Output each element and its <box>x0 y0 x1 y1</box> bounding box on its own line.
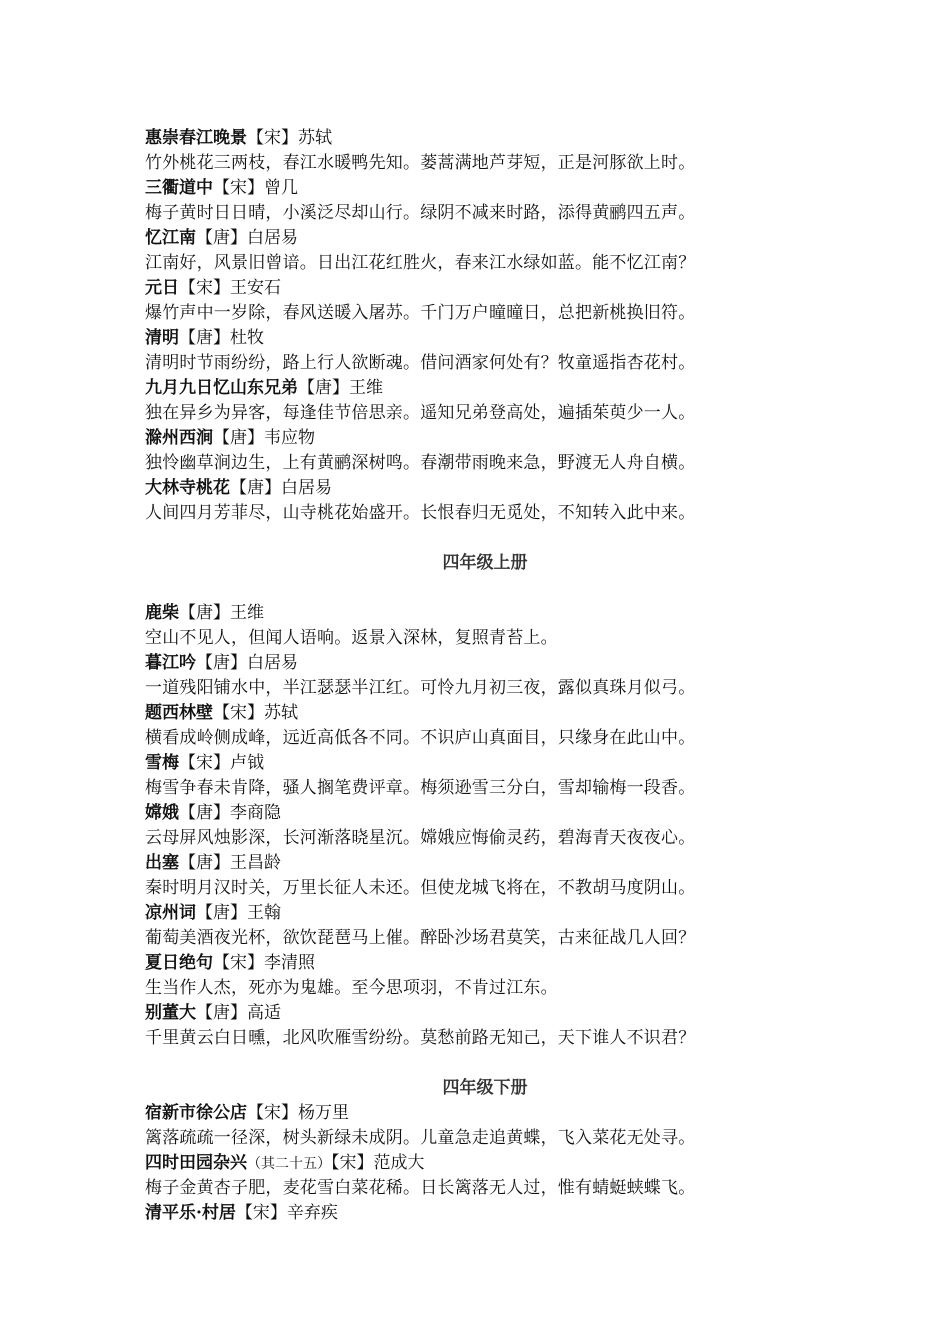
poem-text: 生当作人杰，死亦为鬼雄。至今思项羽，不肯过江东。 <box>145 978 558 998</box>
poem-entry <box>145 476 825 526</box>
poem-entry <box>145 276 825 326</box>
poem-author: 【宋】李清照 <box>213 953 315 973</box>
poem-title: 忆江南 <box>145 228 196 248</box>
poem-entry <box>145 1101 825 1151</box>
poem-text: 独怜幽草涧边生，上有黄鹂深树鸣。春潮带雨晚来急，野渡无人舟自横。 <box>145 453 696 473</box>
poem-entry <box>145 851 825 901</box>
poem-entry <box>145 1201 825 1226</box>
poem-author: 【唐】李商隐 <box>179 803 281 823</box>
poem-subtitle: （其二十五） <box>247 1156 331 1172</box>
poem-title: 暮江吟 <box>145 653 196 673</box>
poem-text: 清明时节雨纷纷，路上行人欲断魂。借问酒家何处有？牧童遥指杏花村。 <box>145 353 696 373</box>
poem-title: 四时田园杂兴 <box>145 1153 247 1173</box>
poem-entry <box>145 326 825 376</box>
poem-title-line <box>145 901 825 926</box>
poem-title: 大林寺桃花 <box>145 478 230 498</box>
section-heading-grade4-vol1: 四年级上册 <box>442 553 528 573</box>
poem-text: 江南好，风景旧曾谙。日出江花红胜火，春来江水绿如蓝。能不忆江南？ <box>145 253 696 273</box>
poem-text: 爆竹声中一岁除，春风送暖入屠苏。千门万户曈曈日，总把新桃换旧符。 <box>145 303 696 323</box>
poem-author: 【唐】白居易 <box>196 228 298 248</box>
poem-text: 秦时明月汉时关，万里长征人未还。但使龙城飞将在，不教胡马度阴山。 <box>145 878 696 898</box>
poem-title-line <box>145 1151 825 1176</box>
poem-title: 凉州词 <box>145 903 196 923</box>
poem-text: 人间四月芳菲尽，山寺桃花始盛开。长恨春归无觅处，不知转入此中来。 <box>145 503 696 523</box>
poem-title-line <box>145 851 825 876</box>
poem-title-line <box>145 701 825 726</box>
poem-entry <box>145 1151 825 1201</box>
poem-title-line <box>145 1001 825 1026</box>
poem-text: 葡萄美酒夜光杯，欲饮琵琶马上催。醉卧沙场君莫笑，古来征战几人回？ <box>145 928 696 948</box>
poem-title-line <box>145 801 825 826</box>
poem-title-line <box>145 1101 825 1126</box>
poem-author: 【唐】韦应物 <box>213 428 315 448</box>
poem-title: 出塞 <box>145 853 179 873</box>
poem-author: 【唐】白居易 <box>230 478 332 498</box>
poem-text: 梅雪争春未肯降，骚人搁笔费评章。梅须逊雪三分白，雪却输梅一段香。 <box>145 778 696 798</box>
poem-group-2 <box>145 1101 825 1226</box>
poem-title: 九月九日忆山东兄弟 <box>145 378 298 398</box>
poem-text: 竹外桃花三两枝，春江水暖鸭先知。蒌蒿满地芦芽短，正是河豚欲上时。 <box>145 153 696 173</box>
poem-title: 三衢道中 <box>145 178 213 198</box>
poem-entry <box>145 426 825 476</box>
poem-author: 【宋】范成大 <box>331 1153 425 1173</box>
poem-title-line <box>145 226 825 251</box>
document-page <box>145 126 825 1226</box>
poem-text: 千里黄云白日曛，北风吹雁雪纷纷。莫愁前路无知己，天下谁人不识君？ <box>145 1028 696 1048</box>
poem-entry <box>145 376 825 426</box>
poem-title: 鹿柴 <box>145 603 179 623</box>
poem-author: 【宋】苏轼 <box>213 703 298 723</box>
poem-title: 宿新市徐公店 <box>145 1103 247 1123</box>
poem-title-line <box>145 426 825 451</box>
poem-title-line <box>145 126 825 151</box>
spacer <box>145 576 825 601</box>
poem-title: 惠崇春江晚景 <box>145 128 247 148</box>
poem-entry <box>145 226 825 276</box>
poem-title: 别董大 <box>145 1003 196 1023</box>
poem-author: 【唐】王昌龄 <box>179 853 281 873</box>
poem-text: 空山不见人，但闻人语响。返景入深林，复照青苔上。 <box>145 628 558 648</box>
poem-text: 篱落疏疏一径深，树头新绿未成阴。儿童急走追黄蝶，飞入菜花无处寻。 <box>145 1128 696 1148</box>
poem-text: 一道残阳铺水中，半江瑟瑟半江红。可怜九月初三夜，露似真珠月似弓。 <box>145 678 696 698</box>
poem-entry <box>145 951 825 1001</box>
poem-author: 【唐】王维 <box>298 378 383 398</box>
poem-entry <box>145 901 825 951</box>
poem-author: 【唐】王维 <box>179 603 264 623</box>
poem-title-line <box>145 651 825 676</box>
poem-entry <box>145 1001 825 1051</box>
poem-author: 【宋】曾几 <box>213 178 298 198</box>
poem-title-line <box>145 376 825 401</box>
poem-author: 【唐】杜牧 <box>179 328 264 348</box>
poem-title: 夏日绝句 <box>145 953 213 973</box>
poem-title-line <box>145 176 825 201</box>
poem-group-1 <box>145 601 825 1051</box>
poem-text: 云母屏风烛影深，长河渐落晓星沉。嫦娥应悔偷灵药，碧海青天夜夜心。 <box>145 828 696 848</box>
poem-entry <box>145 701 825 751</box>
spacer <box>145 1051 825 1076</box>
poem-title: 题西林壁 <box>145 703 213 723</box>
poem-author: 【唐】白居易 <box>196 653 298 673</box>
poem-author: 【宋】辛弃疾 <box>235 1203 338 1223</box>
poem-entry <box>145 601 825 651</box>
poem-title-line <box>145 276 825 301</box>
poem-entry <box>145 176 825 226</box>
poem-author: 【唐】王翰 <box>196 903 281 923</box>
poem-title-line <box>145 1201 825 1226</box>
poem-entry <box>145 801 825 851</box>
section-heading-grade4-vol2: 四年级下册 <box>442 1078 528 1098</box>
poem-title-line <box>145 326 825 351</box>
poem-author: 【宋】杨万里 <box>247 1103 349 1123</box>
poem-title-line <box>145 476 825 501</box>
poem-group-0 <box>145 126 825 526</box>
poem-author: 【宋】王安石 <box>179 278 281 298</box>
poem-author: 【宋】卢钺 <box>179 753 264 773</box>
spacer <box>145 526 825 551</box>
poem-title: 嫦娥 <box>145 803 179 823</box>
poem-title-line <box>145 951 825 976</box>
poem-author: 【唐】高适 <box>196 1003 281 1023</box>
poem-entry <box>145 126 825 176</box>
poem-text: 独在异乡为异客，每逢佳节倍思亲。遥知兄弟登高处，遍插茱萸少一人。 <box>145 403 696 423</box>
poem-text: 横看成岭侧成峰，远近高低各不同。不识庐山真面目，只缘身在此山中。 <box>145 728 696 748</box>
poem-text: 梅子黄时日日晴，小溪泛尽却山行。绿阴不减来时路，添得黄鹂四五声。 <box>145 203 696 223</box>
poem-entry <box>145 651 825 701</box>
poem-text: 梅子金黄杏子肥，麦花雪白菜花稀。日长篱落无人过，惟有蜻蜓蛱蝶飞。 <box>145 1178 696 1198</box>
poem-title: 滁州西涧 <box>145 428 213 448</box>
poem-title-line <box>145 751 825 776</box>
poem-title: 清平乐·村居 <box>145 1203 236 1223</box>
poem-entry <box>145 751 825 801</box>
poem-title: 雪梅 <box>145 753 179 773</box>
poem-title: 元日 <box>145 278 179 298</box>
poem-title-line <box>145 601 825 626</box>
poem-title: 清明 <box>145 328 179 348</box>
poem-author: 【宋】苏轼 <box>247 128 332 148</box>
